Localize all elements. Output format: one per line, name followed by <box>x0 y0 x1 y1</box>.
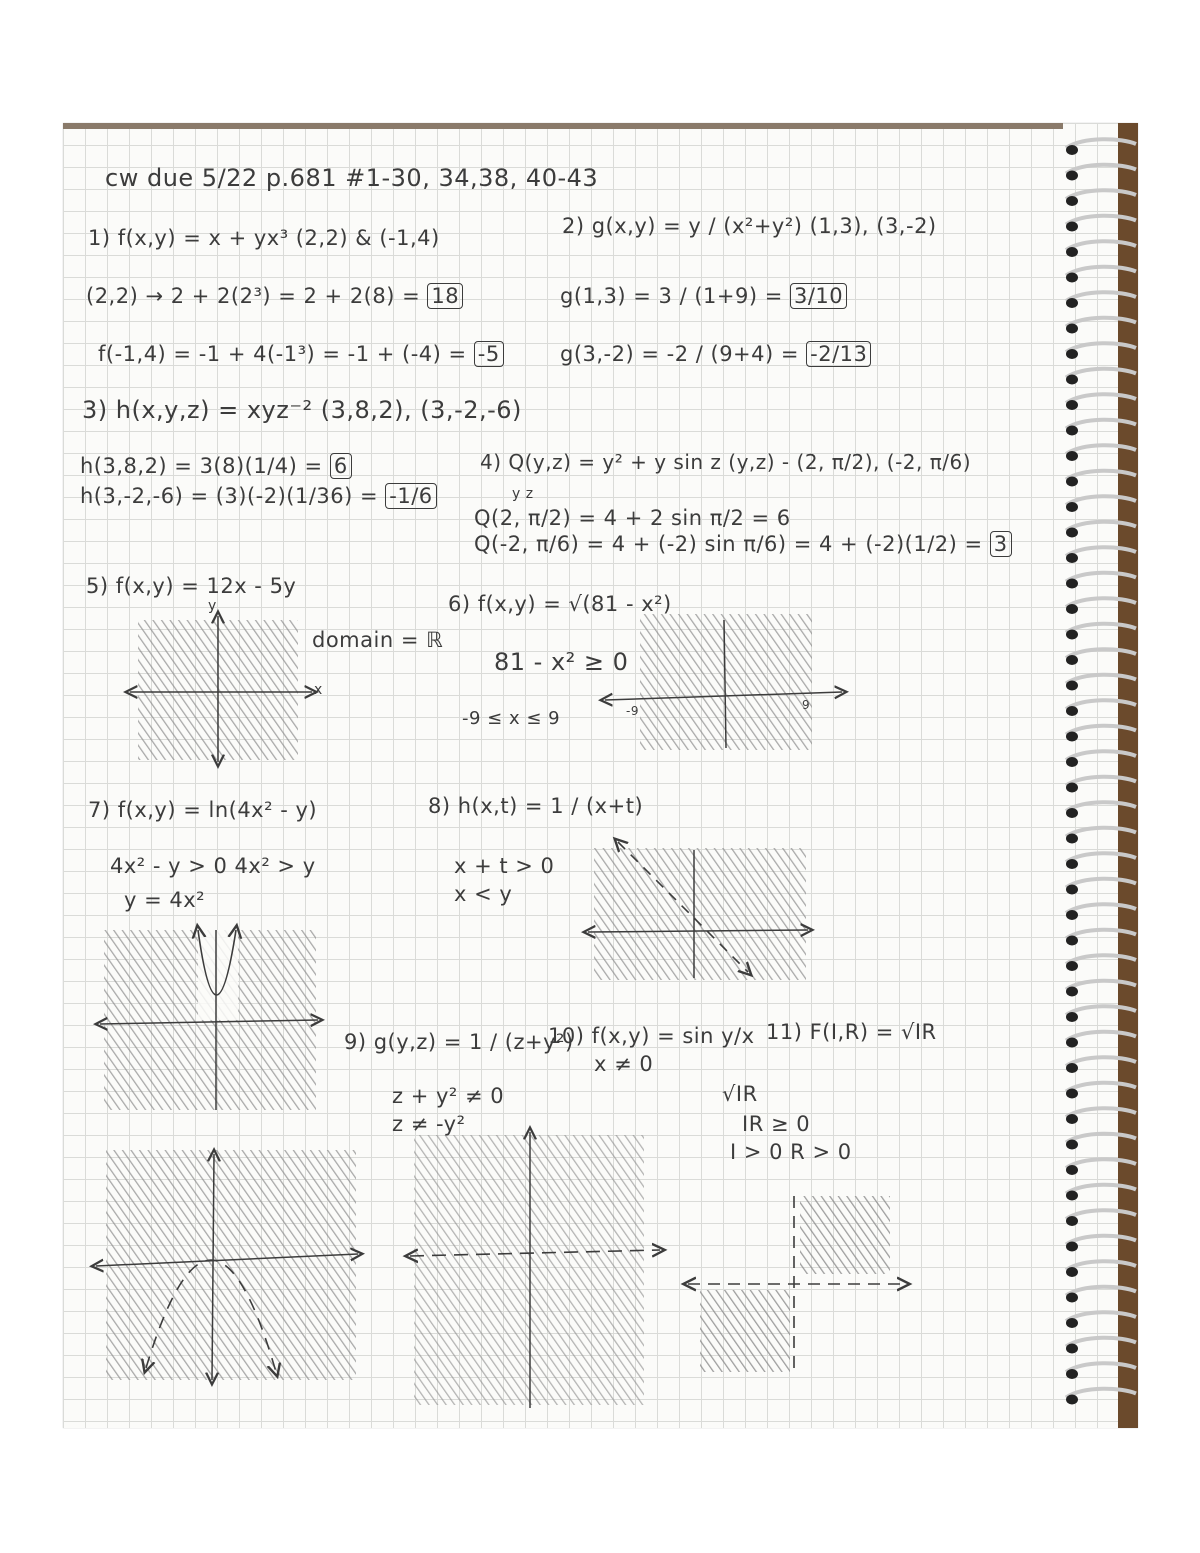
punch-hole <box>1066 910 1078 920</box>
graph-8 <box>588 842 808 980</box>
punch-hole <box>1066 553 1078 563</box>
problem-2-answer-1: 3/10 <box>790 283 847 309</box>
punch-hole <box>1066 859 1078 869</box>
problem-4-variable-labels: y z <box>512 486 534 502</box>
punch-hole <box>1066 655 1078 665</box>
punch-hole <box>1066 1216 1078 1226</box>
punch-hole <box>1066 681 1078 691</box>
problem-4-step-1: Q(2, π/2) = 4 + 2 sin π/2 = 6 <box>474 506 791 530</box>
spiral-ring <box>1066 420 1136 429</box>
punch-hole <box>1066 706 1078 716</box>
graph-7 <box>100 930 318 1110</box>
spiral-ring <box>1066 726 1136 735</box>
problem-1-answer-1: 18 <box>427 283 463 309</box>
problem-9-boundary: z ≠ -y² <box>392 1112 466 1136</box>
punch-hole <box>1066 1165 1078 1175</box>
spiral-ring <box>1066 904 1136 913</box>
punch-hole <box>1066 502 1078 512</box>
problem-11-condition: IR ≥ 0 <box>742 1112 811 1136</box>
spiral-ring <box>1066 522 1136 531</box>
spiral-ring <box>1066 496 1136 505</box>
graph-9-shading <box>106 1150 356 1380</box>
punch-hole <box>1066 1063 1078 1073</box>
punch-hole <box>1066 426 1078 436</box>
problem-8-inequality: x + t > 0 <box>454 854 555 878</box>
spiral-ring <box>1066 1032 1136 1041</box>
punch-hole <box>1066 834 1078 844</box>
punch-hole <box>1066 171 1078 181</box>
graph-5-y-label: y <box>208 598 217 614</box>
spiral-ring <box>1066 1261 1136 1270</box>
spiral-ring <box>1066 853 1136 862</box>
spiral-ring <box>1066 675 1136 684</box>
punch-hole <box>1066 936 1078 946</box>
spiral-ring <box>1066 777 1136 786</box>
punch-hole <box>1066 477 1078 487</box>
graph-11-quadrant-3-shading <box>700 1290 790 1372</box>
punch-hole <box>1066 757 1078 767</box>
spiral-ring <box>1066 1108 1136 1117</box>
problem-3-answer-1: 6 <box>330 453 352 479</box>
punch-hole <box>1066 961 1078 971</box>
problem-2-step-1: g(1,3) = 3 / (1+9) = 3/10 <box>560 284 847 308</box>
spiral-ring <box>1066 190 1136 199</box>
problem-2-step-2: g(3,-2) = -2 / (9+4) = -2/13 <box>560 342 871 366</box>
problem-4-answer: 3 <box>990 531 1012 557</box>
spiral-ring <box>1066 1210 1136 1219</box>
graph-11 <box>688 1196 905 1375</box>
problem-4-function: 4) Q(y,z) = y² + y sin z (y,z) - (2, π/2), (-2, π/6) <box>480 450 972 474</box>
punch-hole <box>1066 451 1078 461</box>
punch-hole <box>1066 375 1078 385</box>
problem-7-boundary: y = 4x² <box>124 888 206 912</box>
punch-hole <box>1066 1114 1078 1124</box>
punch-hole <box>1066 273 1078 283</box>
spiral-ring <box>1066 292 1136 301</box>
punch-hole <box>1066 885 1078 895</box>
spiral-ring <box>1066 828 1136 837</box>
graph-7-unshaded-region <box>198 930 238 1020</box>
graph-5-x-label: x <box>314 682 323 698</box>
punch-hole <box>1066 987 1078 997</box>
punch-hole <box>1066 1318 1078 1328</box>
punch-hole <box>1066 783 1078 793</box>
spiral-ring <box>1066 930 1136 939</box>
problem-5-function: 5) f(x,y) = 12x - 5y <box>86 574 297 598</box>
punch-hole <box>1066 1012 1078 1022</box>
graph-6-tick-left: -9 <box>626 704 639 718</box>
problem-1-step-1: (2,2) → 2 + 2(2³) = 2 + 2(8) = 18 <box>86 284 463 308</box>
problem-2-function: 2) g(x,y) = y / (x²+y²) (1,3), (3,-2) <box>562 214 937 238</box>
punch-hole <box>1066 145 1078 155</box>
problem-9-function: 9) g(y,z) = 1 / (z+y²) <box>344 1030 574 1054</box>
punch-hole <box>1066 1242 1078 1252</box>
problem-6-range: -9 ≤ x ≤ 9 <box>462 708 561 729</box>
graph-9 <box>96 1150 358 1380</box>
spiral-ring <box>1066 955 1136 964</box>
punch-hole <box>1066 604 1078 614</box>
spiral-ring <box>1066 1185 1136 1194</box>
problem-3-step-2: h(3,-2,-6) = (3)(-2)(1/36) = -1/6 <box>80 484 437 508</box>
spiral-ring <box>1066 216 1136 225</box>
problem-10-condition: x ≠ 0 <box>594 1052 654 1076</box>
assignment-header: cw due 5/22 p.681 #1-30, 34,38, 40-43 <box>105 164 599 192</box>
spiral-ring <box>1066 471 1136 480</box>
spiral-ring <box>1066 751 1136 760</box>
problem-3-answer-2: -1/6 <box>385 483 436 509</box>
spiral-ring <box>1066 165 1136 174</box>
punch-hole <box>1066 528 1078 538</box>
graph-10 <box>410 1132 660 1408</box>
spiral-ring <box>1066 1338 1136 1347</box>
punch-hole <box>1066 196 1078 206</box>
spiral-ring <box>1066 1287 1136 1296</box>
spiral-ring <box>1066 649 1136 658</box>
problem-6-function: 6) f(x,y) = √(81 - x²) <box>448 592 672 616</box>
punch-hole <box>1066 579 1078 589</box>
spiral-ring <box>1066 267 1136 276</box>
problem-3-step-1: h(3,8,2) = 3(8)(1/4) = 6 <box>80 454 352 478</box>
problem-4-step-2: Q(-2, π/6) = 4 + (-2) sin π/6) = 4 + (-2)(1/2) = 3 <box>474 532 1012 556</box>
punch-hole <box>1066 808 1078 818</box>
graph-11-quadrant-1-shading <box>800 1196 890 1274</box>
spiral-ring <box>1066 139 1136 148</box>
spiral-ring <box>1066 318 1136 327</box>
graph-10-shading <box>414 1135 644 1405</box>
graph-6-tick-right: 9 <box>802 698 811 712</box>
spiral-ring <box>1066 1159 1136 1168</box>
spiral-ring <box>1066 1236 1136 1245</box>
spiral-ring <box>1066 547 1136 556</box>
punch-hole <box>1066 349 1078 359</box>
spiral-ring <box>1066 879 1136 888</box>
spiral-ring <box>1066 598 1136 607</box>
problem-7-function: 7) f(x,y) = ln(4x² - y) <box>88 798 318 822</box>
problem-1-step-2: f(-1,4) = -1 + 4(-1³) = -1 + (-4) = -5 <box>98 342 504 366</box>
punch-hole <box>1066 630 1078 640</box>
punch-hole <box>1066 1267 1078 1277</box>
spiral-ring <box>1066 573 1136 582</box>
problem-3-function: 3) h(x,y,z) = xyz⁻² (3,8,2), (3,-2,-6) <box>82 396 522 424</box>
spiral-ring <box>1066 241 1136 250</box>
problem-11-radical: √IR <box>722 1082 758 1106</box>
graph-8-shading <box>594 848 806 980</box>
punch-hole <box>1066 222 1078 232</box>
problem-5-domain-note: domain = ℝ <box>312 628 444 652</box>
problem-8-function: 8) h(x,t) = 1 / (x+t) <box>428 794 644 818</box>
problem-11-signs: I > 0 R > 0 <box>730 1140 852 1164</box>
punch-hole <box>1066 1089 1078 1099</box>
spiral-ring <box>1066 369 1136 378</box>
problem-1-function: 1) f(x,y) = x + yx³ (2,2) & (-1,4) <box>88 226 440 250</box>
punch-hole <box>1066 1191 1078 1201</box>
graph-5 <box>130 616 312 762</box>
spiral-ring <box>1066 981 1136 990</box>
punch-hole <box>1066 1369 1078 1379</box>
punch-hole <box>1066 1395 1078 1405</box>
problem-7-inequality: 4x² - y > 0 4x² > y <box>110 854 316 878</box>
punch-hole <box>1066 1293 1078 1303</box>
spiral-ring <box>1066 445 1136 454</box>
spiral-ring <box>1066 1006 1136 1015</box>
punch-hole <box>1066 298 1078 308</box>
punch-hole <box>1066 247 1078 257</box>
spiral-ring <box>1066 700 1136 709</box>
problem-1-answer-2: -5 <box>474 341 504 367</box>
punch-hole <box>1066 324 1078 334</box>
spiral-ring <box>1066 1057 1136 1066</box>
spiral-ring <box>1066 624 1136 633</box>
spiral-ring <box>1066 1134 1136 1143</box>
problem-2-answer-2: -2/13 <box>806 341 871 367</box>
punch-hole <box>1066 732 1078 742</box>
punch-hole <box>1066 1344 1078 1354</box>
spiral-rings <box>1066 139 1136 1404</box>
spiral-ring <box>1066 1389 1136 1398</box>
punch-hole <box>1066 1140 1078 1150</box>
graph-6 <box>605 614 842 750</box>
punch-hole <box>1066 1038 1078 1048</box>
spiral-ring <box>1066 343 1136 352</box>
spiral-ring <box>1066 394 1136 403</box>
problem-9-condition: z + y² ≠ 0 <box>392 1084 505 1108</box>
punch-hole <box>1066 400 1078 410</box>
problem-6-inequality: 81 - x² ≥ 0 <box>494 648 629 676</box>
problem-10-function: 10) f(x,y) = sin y/x <box>548 1024 755 1048</box>
spiral-ring <box>1066 1363 1136 1372</box>
problem-8-simplified: x < y <box>454 882 513 906</box>
problem-11-function: 11) F(I,R) = √IR <box>766 1020 937 1044</box>
spiral-ring <box>1066 1312 1136 1321</box>
spiral-ring <box>1066 802 1136 811</box>
spiral-ring <box>1066 1083 1136 1092</box>
